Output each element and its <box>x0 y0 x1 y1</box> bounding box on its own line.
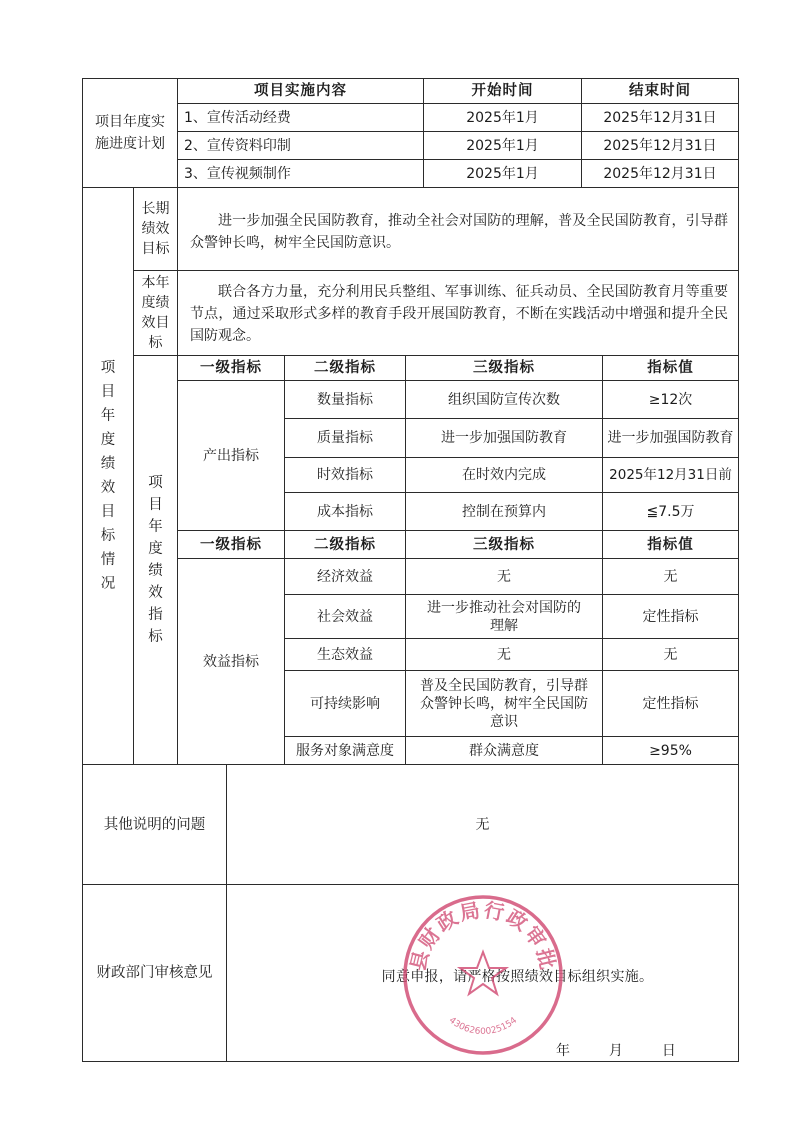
indicators-label: 项 目 年 度 绩 效 指 标 <box>133 355 178 765</box>
benefit-row-4-value: 定性指标 <box>602 670 739 737</box>
other-label: 其他说明的问题 <box>82 764 227 885</box>
svg-text:4306260025154: 4306260025154 <box>446 1015 520 1038</box>
output-row-1-level2: 数量指标 <box>284 380 406 419</box>
progress-row-1-content: 1、宣传活动经费 <box>177 103 424 132</box>
date-day: 日 <box>661 1043 676 1059</box>
indicator-header2-level3: 三级指标 <box>405 530 603 559</box>
benefit-row-5-level3: 群众满意度 <box>405 736 603 765</box>
finance-opinion: 同意申报，请严格按照绩效目标组织实施。 <box>381 969 654 985</box>
output-row-3-level3: 在时效内完成 <box>405 457 603 493</box>
progress-row-2-content: 2、宣传资料印制 <box>177 131 424 160</box>
date-year: 年 <box>556 1043 570 1059</box>
indicator-header-level3: 三级指标 <box>405 355 603 381</box>
long-term-label: 长期绩效目标 <box>133 187 178 271</box>
date-month: 月 <box>608 1043 623 1059</box>
performance-label: 项 目 年 度 绩 效 目 标 情 况 <box>82 187 134 765</box>
output-row-3-level2: 时效指标 <box>284 457 406 493</box>
benefit-row-5-value: ≥95% <box>602 736 739 765</box>
benefit-row-2-value: 定性指标 <box>602 594 739 639</box>
output-level1: 产出指标 <box>177 380 285 531</box>
benefit-row-3-level3: 无 <box>405 638 603 671</box>
finance-label: 财政部门审核意见 <box>82 884 227 1062</box>
progress-row-3-start: 2025年1月 <box>423 159 582 188</box>
indicator-header2-level2: 二级指标 <box>284 530 406 559</box>
benefit-row-1-value: 无 <box>602 558 739 595</box>
finance-date <box>556 1040 676 1060</box>
benefit-row-3-level2: 生态效益 <box>284 638 406 671</box>
output-row-1-level3: 组织国防宣传次数 <box>405 380 603 419</box>
output-row-4-level3: 控制在预算内 <box>405 492 603 531</box>
progress-label: 项目年度实施进度计划 <box>82 78 178 188</box>
annual-label: 本年度绩效目标 <box>133 270 178 356</box>
output-row-2-level3: 进一步加强国防教育 <box>405 418 603 458</box>
output-row-4-value: ≦7.5万 <box>602 492 739 531</box>
svg-text:县财政局行政审批: 县财政局行政审批 <box>405 897 561 974</box>
benefit-row-1-level2: 经济效益 <box>284 558 406 595</box>
benefit-row-4-level2: 可持续影响 <box>284 670 406 737</box>
indicator-header-level2: 二级指标 <box>284 355 406 381</box>
indicator-header2-value: 指标值 <box>602 530 739 559</box>
progress-header-end: 结束时间 <box>581 78 739 104</box>
output-row-4-level2: 成本指标 <box>284 492 406 531</box>
output-row-2-value: 进一步加强国防教育 <box>602 418 739 458</box>
indicator-header2-level1: 一级指标 <box>177 530 285 559</box>
progress-row-1-start: 2025年1月 <box>423 103 582 132</box>
benefit-row-5-level2: 服务对象满意度 <box>284 736 406 765</box>
output-row-2-level2: 质量指标 <box>284 418 406 458</box>
progress-row-3-content: 3、宣传视频制作 <box>177 159 424 188</box>
benefit-row-2-level2: 社会效益 <box>284 594 406 639</box>
benefit-row-1-level3: 无 <box>405 558 603 595</box>
progress-row-1-end: 2025年12月31日 <box>581 103 739 132</box>
indicator-header-level1: 一级指标 <box>177 355 285 381</box>
progress-header-start: 开始时间 <box>423 78 582 104</box>
benefit-row-4-level3: 普及全民国防教育，引导群众警钟长鸣，树牢全民国防意识 <box>405 670 603 737</box>
output-row-3-value: 2025年12月31日前 <box>602 457 739 493</box>
progress-row-3-end: 2025年12月31日 <box>581 159 739 188</box>
progress-row-2-start: 2025年1月 <box>423 131 582 160</box>
benefit-row-2-level3: 进一步推动社会对国防的理解 <box>405 594 603 639</box>
benefit-row-3-value: 无 <box>602 638 739 671</box>
seal-star-icon <box>460 952 506 994</box>
output-row-1-value: ≥12次 <box>602 380 739 419</box>
progress-header-content: 项目实施内容 <box>177 78 424 104</box>
annual-text: 联合各方力量，充分利用民兵整组、军事训练、征兵动员、全民国防教育月等重要节点，通过采取形式多样的教育手段开展国防教育，不断在实践活动中增强和提升全民国防观念。 <box>177 270 739 356</box>
official-seal <box>398 890 568 1060</box>
benefit-level1: 效益指标 <box>177 558 285 765</box>
indicator-header-value: 指标值 <box>602 355 739 381</box>
long-term-text: 进一步加强全民国防教育，推动全社会对国防的理解，普及全民国防教育，引导群众警钟长鸣，树牢全民国防意识。 <box>177 187 739 271</box>
progress-row-2-end: 2025年12月31日 <box>581 131 739 160</box>
other-text: 无 <box>226 764 739 885</box>
